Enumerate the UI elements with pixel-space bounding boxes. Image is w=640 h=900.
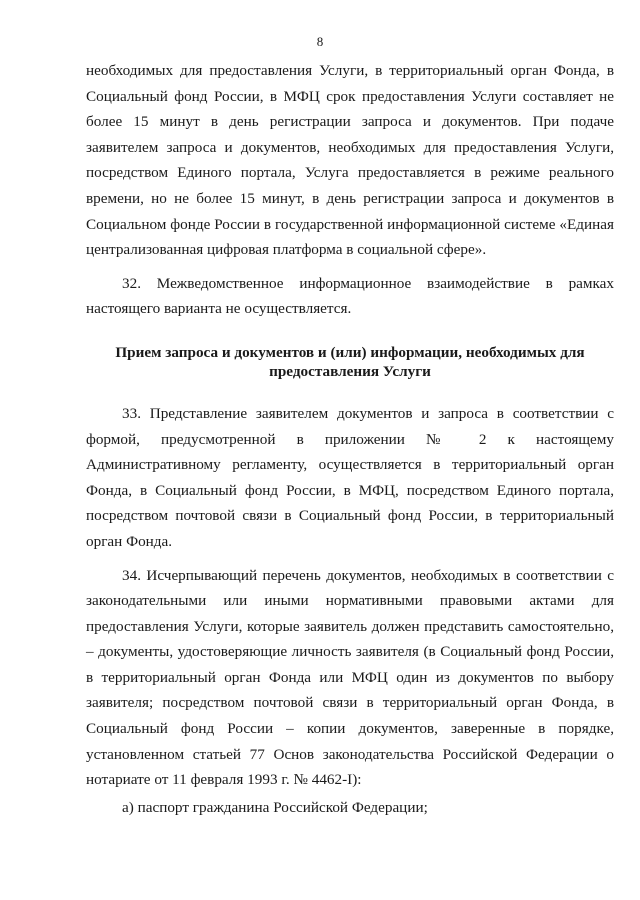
page-number: 8 <box>316 34 324 49</box>
paragraph-31-continuation: необходимых для предоставления Услуги, в территориальный орган Фонда, в Социальный фонд России, в МФЦ срок предоставления Услуги составляет не более 15 минут в день регистрации запроса и документов. При подаче заявителем запроса и документов, необходимых для предоставления Услуги, посредством Единого портала, Услуга предоставляется в режиме реального времени, но не более 15 минут, в день регистрации запроса и документов в Социальном фонде России в государственной информационной системе «Единая централизованная цифровая платформа в социальной сфере». <box>86 62 614 259</box>
paragraph-33: 33. Представление заявителем документов и запроса в соответствии с формой, предусмотренной в приложении № 2 к настоящему Административному регламенту, осуществляется в территориальный орган Фонда, в Социальный фонд России, в МФЦ, посредством Единого портала, посредством почтовой связи в Социальный фонд России, в территориальный орган Фонда. <box>86 404 614 550</box>
section-title-line-1: Прием запроса и документов и (или) информации, необходимых для <box>115 343 585 361</box>
paragraph-34: 34. Исчерпывающий перечень документов, необходимых в соответствии с законодательными или иными нормативными правовыми актами для предоставления Услуги, которые заявитель должен представить самостоятельно, – документы, удостоверяющие личность заявителя (в Социальный фонд России, в территориальный орган Фонда или МФЦ один из документов по выбору заявителя; посредством почтовой связи в территориальный орган Фонда, в Социальный фонд России – копии документов, заверенные в порядке, установленном статьей 77 Основ законодательства Российской Федерации о нотариате от 11 февраля 1993 г. № 4462-I): <box>86 566 614 789</box>
paragraph-34-item-a: а) паспорт гражданина Российской Федерации; <box>122 798 428 816</box>
section-title-line-2: предоставления Услуги <box>269 362 431 380</box>
paragraph-32: 32. Межведомственное информационное взаимодействие в рамках настоящего варианта не осуществляется. <box>86 274 614 318</box>
document-body <box>86 58 614 820</box>
section-title <box>86 343 614 381</box>
